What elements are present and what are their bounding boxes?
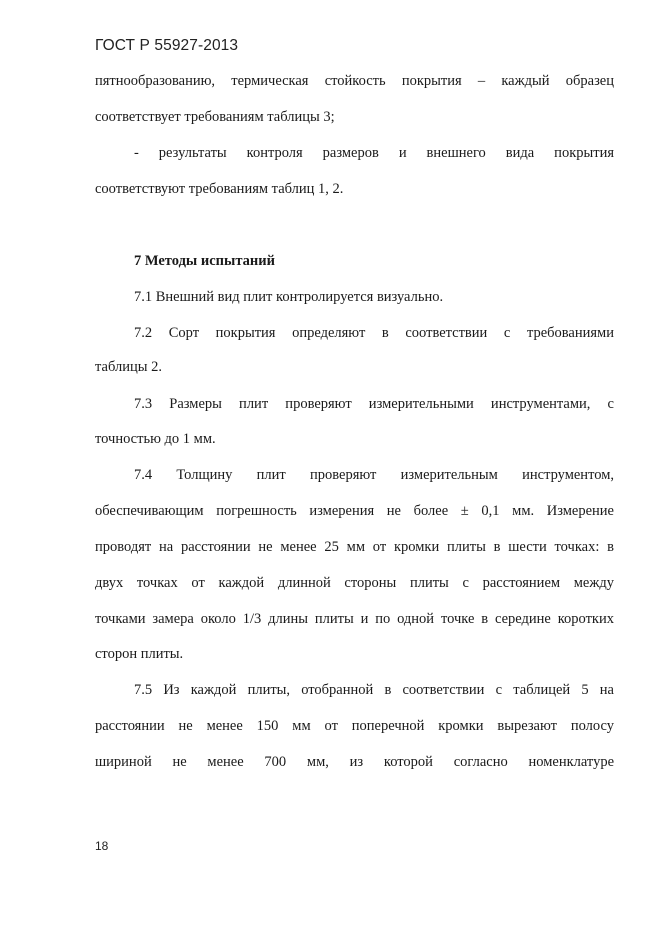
page-number: 18 [95,839,109,853]
text-line: - результаты контроля размеров и внешнего вида покрытия [134,145,614,161]
document-header: ГОСТ Р 55927-2013 [95,37,239,54]
text-line: 7.5 Из каждой плиты, отобранной в соответствии с таблицей 5 на [134,682,614,698]
text-line: шириной не менее 700 мм, из которой согласно номенклатуре [95,754,614,770]
text-line: 7.1 Внешний вид плит контролируется визуально. [134,289,444,305]
text-line: соответствует требованиям таблицы 3; [95,109,335,125]
text-line: пятнообразованию, термическая стойкость покрытия – каждый образец [95,73,614,89]
text-line: проводят на расстоянии не менее 25 мм от кромки плиты в шести точках: в [95,539,614,555]
text-line: двух точках от каждой длинной стороны плиты с расстоянием между [95,575,614,591]
text-line: соответствуют требованиям таблиц 1, 2. [95,181,344,197]
text-line: точностью до 1 мм. [95,431,216,447]
text-line: 7.4 Толщину плит проверяют измерительным инструментом, [134,467,614,483]
text-line: расстоянии не менее 150 мм от поперечной кромки вырезают полосу [95,718,614,734]
text-line: точками замера около 1/3 длины плиты и по одной точке в середине коротких [95,611,614,627]
text-line: таблицы 2. [95,359,162,375]
section-heading: 7 Методы испытаний [134,253,275,269]
text-line: сторон плиты. [95,646,184,662]
text-line: 7.3 Размеры плит проверяют измерительными инструментами, с [134,396,614,412]
text-line: 7.2 Сорт покрытия определяют в соответствии с требованиями [134,325,614,341]
text-line: обеспечивающим погрешность измерения не более ± 0,1 мм. Измерение [95,503,614,519]
